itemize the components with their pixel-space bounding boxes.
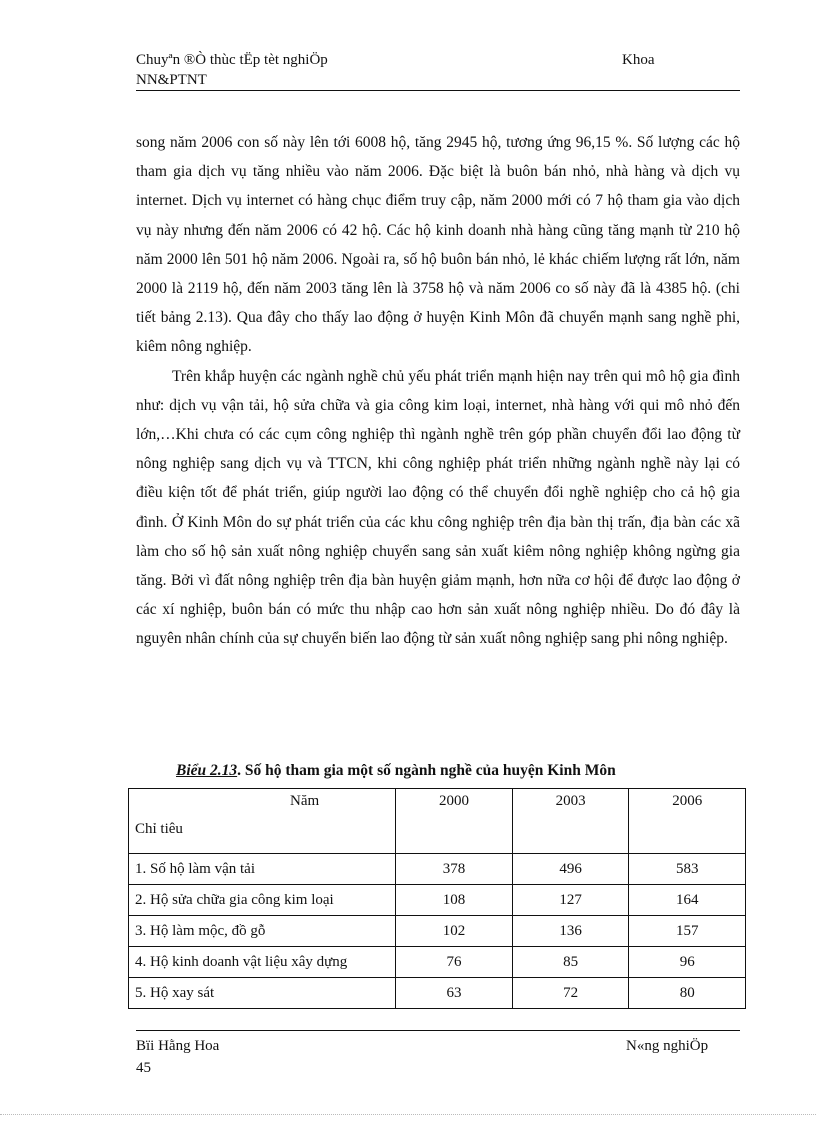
table-caption (176, 760, 756, 782)
row-value: 496 (512, 854, 629, 885)
header-faculty: Khoa (622, 52, 655, 68)
header-rule (136, 90, 740, 91)
row-value: 72 (512, 978, 629, 1009)
row-value: 127 (512, 885, 629, 916)
row-value: 378 (396, 854, 513, 885)
table-row (129, 916, 746, 947)
row-value: 102 (396, 916, 513, 947)
caption-label: Biểu 2.13 (176, 762, 238, 779)
header-year-2000: 2000 (396, 789, 513, 854)
table-row (129, 854, 746, 885)
footer-author: Bïi Hằng Hoa (136, 1038, 220, 1054)
row-value: 85 (512, 947, 629, 978)
row-value: 583 (629, 854, 746, 885)
row-value: 96 (629, 947, 746, 978)
table-header-row (129, 789, 746, 854)
body-text (136, 128, 740, 654)
table-row (129, 978, 746, 1009)
header-indicator-label: Chỉ tiêu (135, 821, 183, 837)
row-value: 157 (629, 916, 746, 947)
caption-text: . Số hộ tham gia một số ngành nghề của huyện Kinh Môn (237, 762, 616, 779)
header-label-cell (129, 789, 396, 854)
header-title: Chuyªn ®Ò thùc tËp tèt nghiÖp (136, 52, 328, 68)
table-row (129, 885, 746, 916)
header-department: NN&PTNT (136, 72, 207, 88)
paragraph-1: song năm 2006 con số này lên tới 6008 hộ, tăng 2945 hộ, tương ứng 96,15 %. Số lượng các hộ tham gia dịch vụ tăng nhiều vào năm 2006. Đặc biệt là buôn bán nhỏ, nhà hàng và dịch vụ internet. Dịch vụ internet có hàng chục điểm truy cập, năm 2000 mới có 7 hộ tham gia vào dịch vụ này nhưng đến năm 2006 có 42 hộ. Các hộ kinh doanh nhà hàng cũng tăng mạnh từ 210 hộ năm 2000 lên 501 hộ năm 2006. Ngoài ra, số hộ buôn bán nhỏ, lẻ khác chiếm lượng rất lớn, năm 2000 là 2119 hộ, đến năm 2003 tăng lên là 3758 hộ và năm 2006 co số này đã là 4385 hộ. (chi tiết bảng 2.13). Qua đây cho thấy lao động ở huyện Kinh Môn đã chuyển mạnh sang nghề phi, kiêm nông nghiệp. (136, 134, 740, 356)
footer-rule (136, 1030, 740, 1031)
row-label: 1. Số hộ làm vận tải (129, 854, 396, 885)
header-year-2006: 2006 (629, 789, 746, 854)
row-label: 3. Hộ làm mộc, đồ gỗ (129, 916, 396, 947)
row-value: 63 (396, 978, 513, 1009)
row-label: 4. Hộ kinh doanh vật liệu xây dựng (129, 947, 396, 978)
page-number: 45 (136, 1060, 151, 1076)
footer-department: N«ng nghiÖp (626, 1038, 709, 1054)
header-year-label: Năm (289, 793, 320, 809)
row-value: 76 (396, 947, 513, 978)
row-value: 136 (512, 916, 629, 947)
row-value: 164 (629, 885, 746, 916)
row-label: 2. Hộ sửa chữa gia công kim loại (129, 885, 396, 916)
table-row (129, 947, 746, 978)
data-table (128, 788, 746, 1009)
row-label: 5. Hộ xay sát (129, 978, 396, 1009)
row-value: 80 (629, 978, 746, 1009)
page-bottom-divider (0, 1114, 816, 1115)
paragraph-2: Trên khắp huyện các ngành nghề chủ yếu phát triển mạnh hiện nay trên qui mô hộ gia đình như: dịch vụ vận tải, hộ sửa chữa và gia công kim loại, internet, nhà hàng với qui mô nhỏ đến lớn,…Khi chưa có các cụm công nghiệp thì ngành nghề trên góp phần chuyển đổi lao động từ nông nghiệp sang dịch vụ và TTCN, khi công nghiệp phát triển những ngành nghề này lại có điều kiện tốt để phát triển, giúp người lao động có thể chuyển đổi nghề nghiệp cho cả hộ gia đình. Ở Kinh Môn do sự phát triển của các khu công nghiệp trên địa bàn thị trấn, địa bàn các xã làm cho số hộ sản xuất nông nghiệp chuyển sang sản xuất kiêm nông nghiệp không ngừng gia tăng. Bởi vì đất nông nghiệp trên địa bàn huyện giảm mạnh, hơn nữa cơ hội để được lao động ở các xí nghiệp, buôn bán có mức thu nhập cao hơn sản xuất nông nghiệp nhiều. Do đó đây là nguyên nhân chính của sự chuyển biến lao động từ sản xuất nông nghiệp sang phi nông nghiệp. (136, 367, 740, 648)
header-year-2003: 2003 (512, 789, 629, 854)
row-value: 108 (396, 885, 513, 916)
